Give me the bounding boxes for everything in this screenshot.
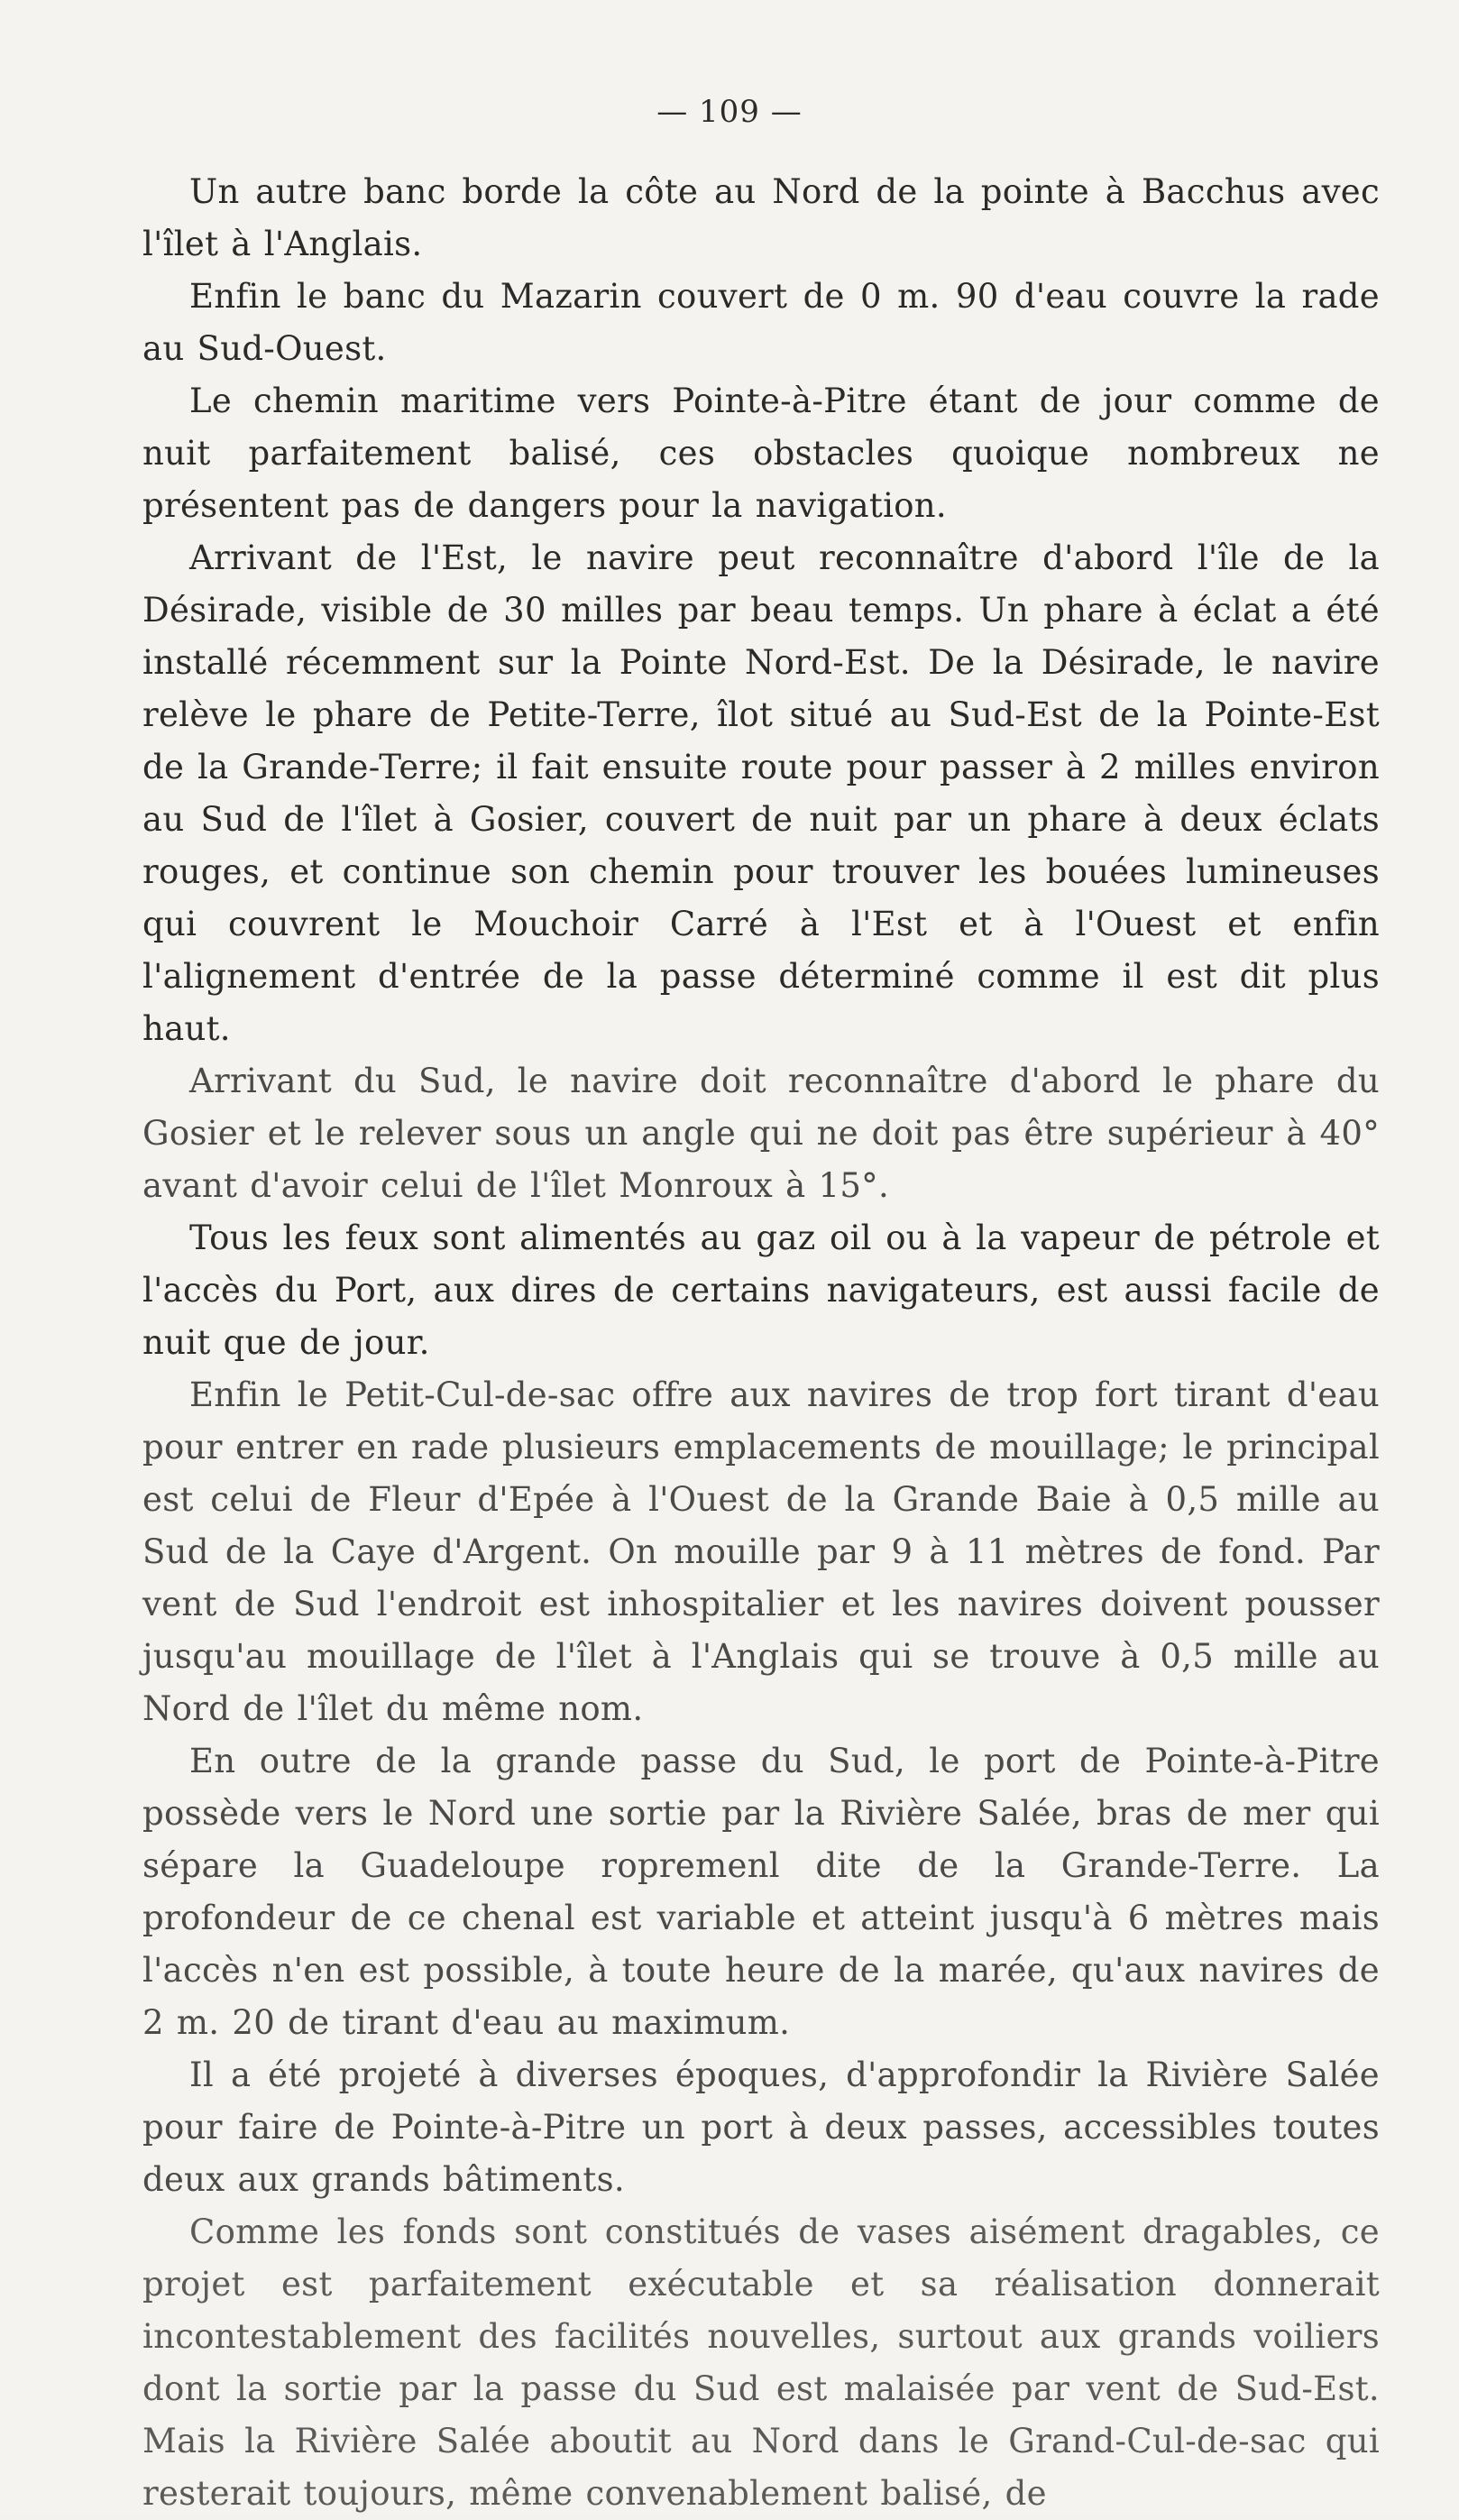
paragraph-arrivant-sud: Arrivant du Sud, le navire doit reconnaître d'abord le phare du Gosier et le relever sous un angle qui ne doit pas être supérieur à 40° avant d'avoir celui de l'îlet Monroux à 15°.	[142, 1062, 1380, 1205]
paragraph-petit-cul-de-sac: Enfin le Petit-Cul-de-sac offre aux navires de trop fort tirant d'eau pour entrer en rade plusieurs emplacements de mouillage; le principal est celui de Fleur d'Epée à l'Ouest de la Grande Baie à 0,5 mille au Sud de la Caye d'Argent. On mouille par 9 à 11 mètres de fond. Par vent de Sud l'endroit est inhospitalier et les navires doivent pousser jusqu'au mouillage de l'îlet à l'Anglais qui se trouve à 0,5 mille au Nord de l'îlet du même nom.	[142, 1375, 1380, 1728]
page-number: — 109 —	[656, 94, 803, 130]
paragraph-banc-bacchus: Un autre banc borde la côte au Nord de la pointe à Bacchus avec l'îlet à l'Anglais.	[142, 172, 1380, 263]
paragraph-vases: Comme les fonds sont constitués de vases aisément dragables, ce projet est parfaitement exécutable et sa réalisation donnerait incontestablement des facilités nouvelles, surtout aux grands voiliers dont la sortie par la passe du Sud est malaisée par vent de Sud-Est. Mais la Rivière Salée aboutit au Nord dans le Grand-Cul-de-sac qui resterait toujours, même convenablement balisé, de	[142, 2212, 1380, 2513]
paragraph-chemin-maritime: Le chemin maritime vers Pointe-à-Pitre étant de jour comme de nuit parfaitement balisé, ces obstacles quoique nombreux ne présentent pas de dangers pour la navigation.	[142, 382, 1380, 525]
paragraph-feux: Tous les feux sont alimentés au gaz oil ou à la vapeur de pétrole et l'accès du Port, aux dires de certains navigateurs, est aussi facile de nuit que de jour.	[142, 1219, 1380, 1362]
paragraph-riviere-salee: En outre de la grande passe du Sud, le port de Pointe-à-Pitre possède vers le Nord une sortie par la Rivière Salée, bras de mer qui sépare la Guadeloupe ropremenl dite de la Grande-Terre. La profondeur de ce chenal est variable et atteint jusqu'à 6 mètres mais l'accès n'en est possible, à toute heure de la marée, qu'aux navires de 2 m. 20 de tirant d'eau au maximum.	[142, 1742, 1380, 2042]
paragraph-arrivant-est: Arrivant de l'Est, le navire peut reconnaître d'abord l'île de la Désirade, visible de 30 milles par beau temps. Un phare à éclat a été installé récemment sur la Pointe Nord-Est. De la Désirade, le navire relève le phare de Petite-Terre, îlot situé au Sud-Est de la Pointe-Est de la Grande-Terre; il fait ensuite route pour passer à 2 milles environ au Sud de l'îlet à Gosier, couvert de nuit par un phare à deux éclats rouges, et continue son chemin pour trouver les bouées lumineuses qui couvrent le Mouchoir Carré à l'Est et à l'Ouest et enfin l'alignement d'entrée de la passe déterminé comme il est dit plus haut.	[142, 538, 1380, 1048]
paragraph-banc-mazarin: Enfin le banc du Mazarin couvert de 0 m. 90 d'eau couvre la rade au Sud-Ouest.	[142, 277, 1380, 368]
body-text	[142, 166, 1380, 2520]
paragraph-projet: Il a été projeté à diverses époques, d'approfondir la Rivière Salée pour faire de Pointe-à-Pitre un port à deux passes, accessibles toutes deux aux grands bâtiments.	[142, 2056, 1380, 2199]
